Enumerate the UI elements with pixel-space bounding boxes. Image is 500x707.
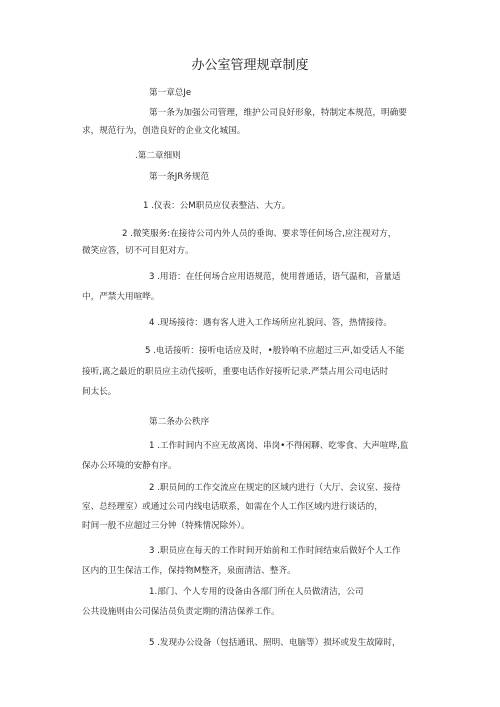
paragraph-line: 1 .工作时间内不应无故离岗、串岗•不得闲聊、吃零食、大声喧哗,监 (149, 441, 409, 451)
document-title: 办公室管理规章制度 (191, 58, 309, 73)
paragraph-line: 公共设施则由公司保洁员负责定期的清洁保养工作。 (82, 607, 280, 617)
chapter-heading: 第一章总Je (149, 88, 192, 98)
article-heading: 第二条办公秩序 (149, 417, 210, 427)
paragraph-line: 5 .发现办公设备（包括通讯、照明、电脑等）损坏或发生故障时， (149, 638, 401, 648)
paragraph-line: 间太长。 (82, 387, 117, 397)
paragraph-line: 接听,离之最近的职员应主动代接听，重要电话作好接听记录.严禁占用公司电话时 (82, 367, 389, 377)
paragraph-line: 1.部门、个人专用的设备由各部门所在人员做清洁，公司 (149, 587, 364, 597)
paragraph-line: 求，规范行为，创造良好的企业文化城国。 (82, 126, 246, 136)
paragraph-line: 时间一般不应超过三分钟（特殊情况除外）。 (82, 521, 250, 531)
paragraph-line: 5 .电话接听：接听电话应及时，•般铃响不应超过三声,如受话人不能 (145, 346, 405, 356)
paragraph-line: 中，严禁大用喧哗。 (82, 292, 160, 302)
paragraph-line: 3 .职员应在每天的工作时间开始前和工作时间结束后做好个人工作 (149, 546, 401, 556)
paragraph-line: 1 .仪表：公M职员应仪表整洁、大方。 (143, 201, 291, 211)
paragraph-line: 4 .现场接待：遇有客人进入工作场所应礼貌问、答，热情接待。 (149, 318, 392, 328)
paragraph-line: 2 .职员间的工作交流应在规定的区域内进行（大厅、会议室、接待 (149, 483, 401, 493)
paragraph-line: 3 .用语：在任何场合应用语规范，使用普通话，语气温和，音量适 (149, 272, 401, 282)
paragraph-line: 区内的卫生保洁工作，保持物M整齐，泉面清洁、整齐。 (82, 566, 296, 576)
paragraph-line: 微笑应答，切不可目犯对方。 (82, 246, 194, 256)
paragraph-line: 第一条为加强公司管理，维护公司良好形象，特制定本规范，明确要 (149, 108, 407, 118)
article-heading: 第一条JR务规范 (149, 172, 210, 182)
chapter-heading: .第二章细则 (135, 151, 181, 161)
paragraph-line: 保办公环境的安静有序。 (82, 461, 177, 471)
paragraph-line: 2 .微笑服务:在接待公司内外人员的垂询、要求等任何场合,应注视对方， (122, 229, 397, 239)
paragraph-line: 室、总经理室）或通过公司内线电话联系，如需在个人工作区域内进行谈话的， (82, 502, 383, 512)
